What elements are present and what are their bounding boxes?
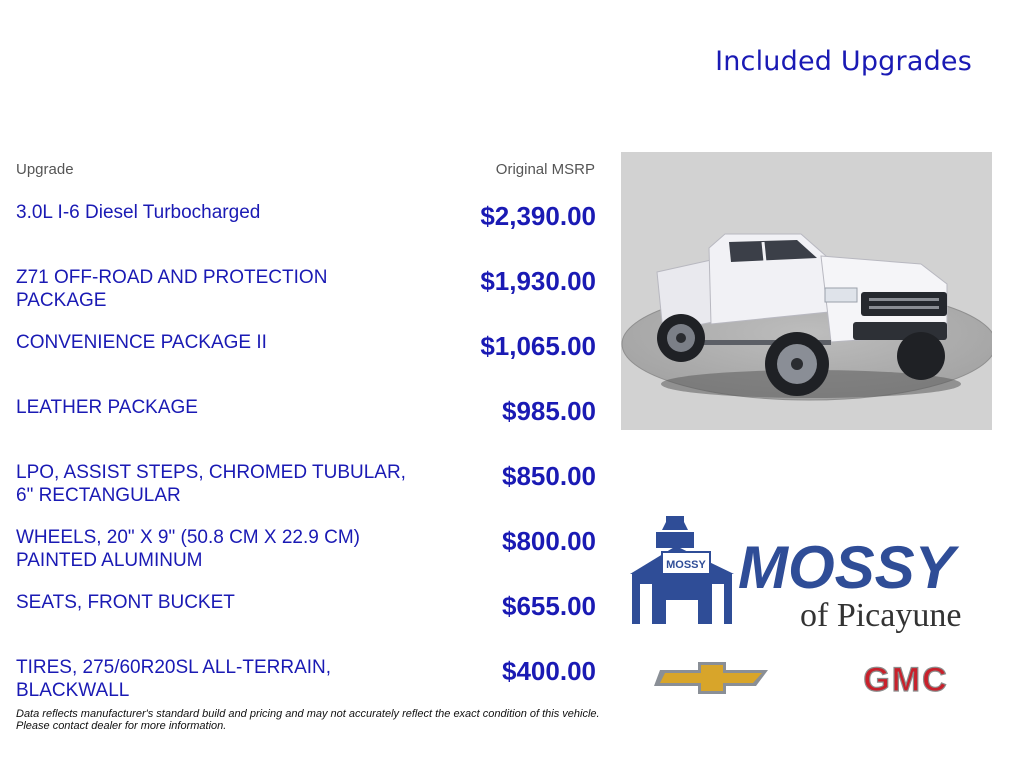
upgrade-price: $985.00 — [502, 396, 596, 426]
upgrade-price: $655.00 — [502, 591, 596, 621]
upgrade-name: LEATHER PACKAGE — [16, 397, 198, 418]
upgrade-price: $400.00 — [502, 656, 596, 686]
upgrade-name: WHEELS, 20" X 9" (50.8 CM X 22.9 CM) PAINTED ALUMINUM — [16, 527, 360, 571]
chevrolet-bowtie-icon — [652, 660, 772, 696]
upgrade-price: $800.00 — [502, 526, 596, 556]
upgrade-price: $850.00 — [502, 461, 596, 491]
upgrade-price: $1,065.00 — [480, 331, 596, 361]
gmc-logo — [834, 660, 978, 701]
upgrade-price: $2,390.00 — [480, 201, 596, 231]
upgrade-row — [16, 196, 596, 261]
upgrade-name: CONVENIENCE PACKAGE II — [16, 332, 267, 353]
chevrolet-logo — [652, 660, 772, 701]
upgrade-row — [16, 326, 596, 391]
upgrade-row — [16, 651, 596, 716]
msrp-column-header: Original MSRP — [495, 161, 595, 178]
upgrade-name: LPO, ASSIST STEPS, CHROMED TUBULAR, 6" RECTANGULAR — [16, 462, 406, 506]
upgrade-row — [16, 456, 596, 521]
emblem-badge-text: MOSSY — [666, 559, 706, 571]
disclaimer: Data reflects manufacturer's standard build and pricing and may not accurately reflect the exact condition of this vehicle. Please contact dealer for more information. — [16, 708, 600, 732]
upgrade-row — [16, 521, 596, 586]
building-emblem-icon — [630, 516, 734, 624]
upgrade-row — [16, 261, 596, 326]
upgrade-price: $1,930.00 — [480, 266, 596, 296]
truck-illustration — [621, 152, 992, 430]
upgrade-row — [16, 391, 596, 456]
upgrade-row — [16, 586, 596, 651]
dealer-name: MOSSY — [738, 534, 955, 601]
upgrade-name: TIRES, 275/60R20SL ALL-TERRAIN, BLACKWALL — [16, 657, 332, 701]
dealer-logo — [626, 508, 986, 643]
upgrade-name: SEATS, FRONT BUCKET — [16, 592, 235, 613]
page-title: Included Upgrades — [715, 46, 972, 77]
upgrade-column-header: Upgrade — [16, 161, 74, 178]
upgrades-list — [16, 196, 596, 716]
gmc-text: GMC — [863, 661, 949, 696]
vehicle-photo — [621, 152, 992, 430]
upgrade-name: Z71 OFF-ROAD AND PROTECTION PACKAGE — [16, 267, 328, 311]
upgrade-name: 3.0L I-6 Diesel Turbocharged — [16, 202, 261, 223]
dealer-subtitle: of Picayune — [800, 597, 962, 634]
